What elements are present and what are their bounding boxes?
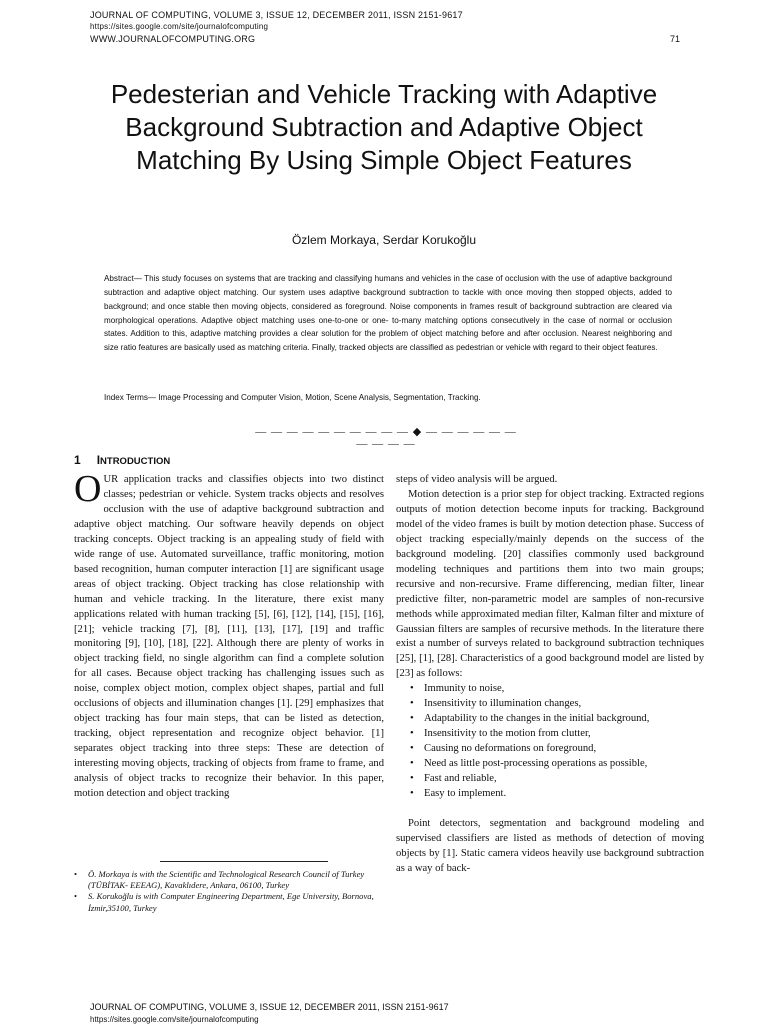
footnote-rule [160,861,328,862]
paragraph-gap [396,802,704,817]
abstract: Abstract— This study focuses on systems that are tracking and classifying humans and vehicles in the case of occlusion with the use of adaptive background subtraction and adaptive object matching. Our system uses adaptive background subtraction to tackle with once moving then stopped objects, added to background; and once stable then moving objects, considered as foreground. Noise components in frames result of background subtraction are cleared via morphological operations. Adaptive object matching uses one-to-one or one- to-many matching options consecutively in the case of normal or occlusion states. Addition to this, adaptive matching provides a clear solution for the problem of object matching before and after occlusion. Nearest neighboring and size ratio features are basically used as matching criteria. Finally, tracked objects are classified as pedestrian or vehicle with regard to their object features. [104,274,672,353]
journal-footer: JOURNAL OF COMPUTING, VOLUME 3, ISSUE 12, DECEMBER 2011, ISSN 2151-9617 [90,1002,449,1012]
section-title-rest: NTRODUCTION [100,456,171,467]
section-separator: — — — — — — — — — — ◆ — — — — — — — — — — [255,426,517,450]
left-column-text: UR application tracks and classifies objects into two distinct classes; pedestrian or vehicle. System tracks objects and resolves occlusion with the use of adaptive background subtraction and adaptive object matching. Our software heavily depends on object tracking concepts. Object tracking is an appealing study of field with wide range of use. Automated surveillance, traffic monitoring, motion based recognition, human computer interaction [1] are significant usage areas of object tracking. Object tracking has close relationship with human and vehicle tracking. In the literature, there exist many applications related with human tracking [5], [6], [12], [14], [15], [16], [21]; vehicle tracking [7], [8], [11], [13], [17], [19] and traffic monitoring [9], [10], [18], [22]. Although there are plenty of works in object tracking field, no single algorithm can find a complete solution for all cases. Because object tracking has challenging issues such as noise, complex object motion, complex object shapes, partial and full occlusions of objects and illumination changes [1]. [29] emphasizes that object tracking has four main steps, that can be listed as detection, tracking, object representation and recognize object behavior. [1] separates object tracking into three steps: These are detection of interesting moving objects, tracking of objects from frame to frame, and analysis of object tracks to recognize their behavior. In this paper, motion detection and object tracking [74,474,384,800]
list-item: • Causing no deformations on foreground, [424,742,704,757]
footnote: • Ö. Morkaya is with the Scientific and Technological Research Council of Turkey (TÜBİTAK- EEEAG), Kavaklıdere, Ankara, 06100, Turkey [74,869,386,891]
footnotes [74,869,386,914]
list-item: • Insensitivity to illumination changes, [424,697,704,712]
journal-www-link[interactable]: WWW.JOURNALOFCOMPUTING.ORG [90,34,256,44]
paragraph: Point detectors, segmentation and background modeling and supervised classifiers are listed as methods of detection of moving objects by [1]. Static camera videos heavily use background subtraction as a way of back- [396,817,704,874]
footnote: • S. Korukoğlu is with Computer Engineering Department, Ege University, Bornova, İzmir,35100, Turkey [74,891,386,913]
list-item: • Adaptability to the changes in the initial background, [424,712,704,727]
list-item: • Need as little post-processing operations as possible, [424,757,704,772]
characteristics-list [396,682,704,802]
paragraph: Motion detection is a prior step for object tracking. Extracted regions outputs of motion detection become inputs for tracking. Background model of the video frames is built by motion detection phase. Success of object tracking especially/mainly depends on the success of the background modeling. [20] classifies commonly used background modeling techniques and partitions them into two main groups; recursive and non-recursive. Frame differencing, median filter, linear predictive filter, non-parametric model are samples of non-recursive methods while approximated median filter, Kalman filter and mixture of Gaussian filters are samples of recursive methods. In the literature there exist a number of surveys related to background subtraction techniques [25], [1], [28]. Characteristics of a good background model are listed by [23] as follows: [396,488,704,680]
left-column [74,468,384,802]
section-number: 1 [74,453,81,467]
list-item: • Immunity to noise, [424,682,704,697]
footer-site-link[interactable]: https://sites.google.com/site/journalofcomputing [90,1015,259,1024]
paper-authors: Özlem Morkaya, Serdar Korukoğlu [291,233,477,247]
list-item: • Insensitivity to the motion from clutter, [424,727,704,742]
journal-header: JOURNAL OF COMPUTING, VOLUME 3, ISSUE 12, DECEMBER 2011, ISSN 2151-9617 [90,10,463,20]
section-initial: I [96,453,101,467]
right-column [396,473,704,877]
list-item: • Easy to implement. [424,787,704,802]
index-terms: Index Terms— Image Processing and Computer Vision, Motion, Scene Analysis, Segmentation, Tracking. [104,393,481,402]
page-number: 71 [669,34,680,44]
journal-site-link[interactable]: https://sites.google.com/site/journalofcomputing [90,22,269,31]
paragraph: steps of video analysis will be argued. [396,474,558,485]
paper-title: Pedesterian and Vehicle Tracking with Adaptive Background Subtraction and Adaptive Object Matching By Using Simple Object Features [110,79,658,175]
list-item: • Fast and reliable, [424,772,704,787]
section-heading [74,453,170,467]
drop-cap: O [74,468,102,510]
